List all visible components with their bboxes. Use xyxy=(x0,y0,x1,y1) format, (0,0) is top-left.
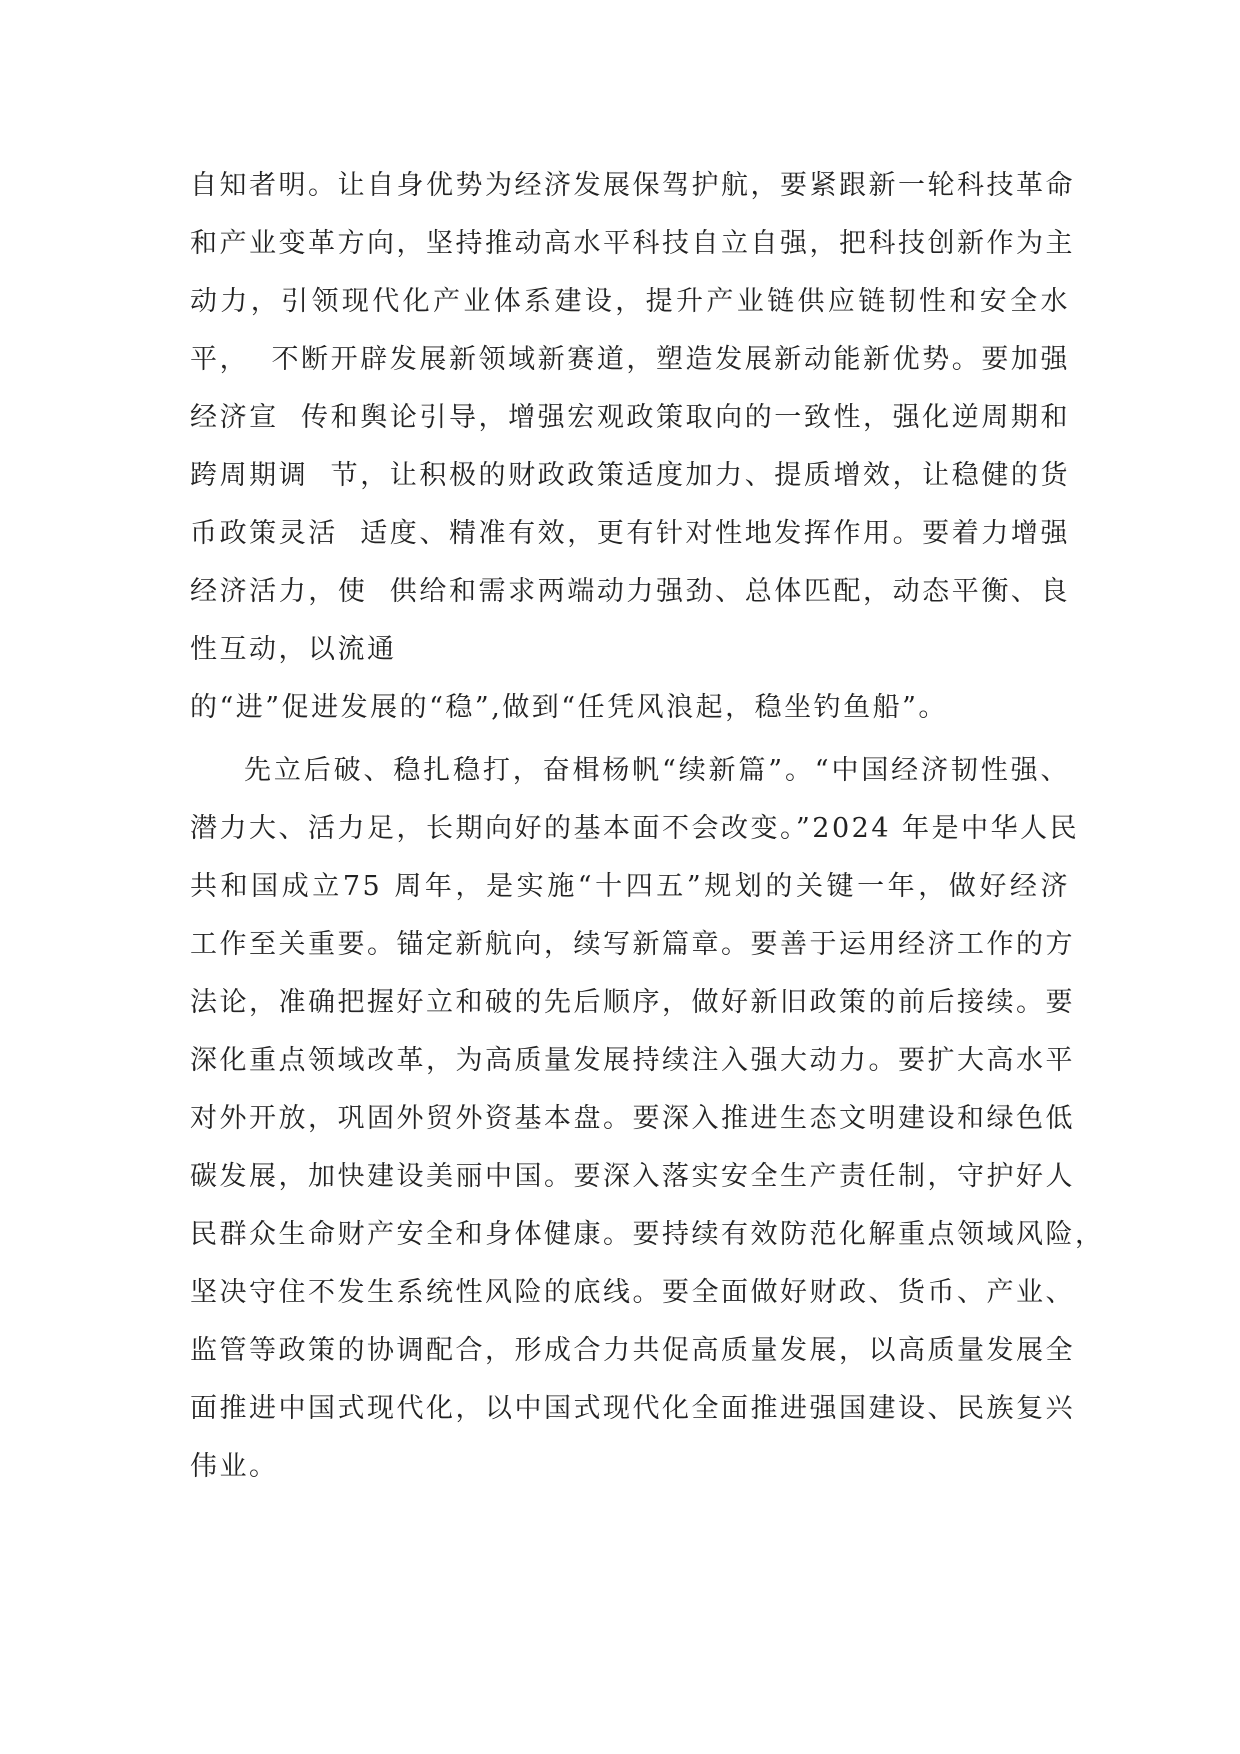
paragraph-line: 币政策灵活 适度、精准有效，更有针对性地发挥作用。要着力增强 xyxy=(190,518,1070,549)
paragraph-line: 经济活力，使 供给和需求两端动力强劲、总体匹配，动态平衡、良 xyxy=(190,576,1070,607)
paragraph-line: 平， 不断开辟发展新领域新赛道，塑造发展新动能新优势。要加强 xyxy=(190,344,1070,375)
paragraph-line: 动力，引领现代化产业体系建设，提升产业链供应链韧性和安全水 xyxy=(190,286,1070,317)
paragraph-line: 面推进中国式现代化，以中国式现代化全面推进强国建设、民族复兴 xyxy=(190,1393,1075,1424)
paragraph-line: 先立后破、稳扎稳打，奋楫杨帆“续新篇”。“中国经济韧性强、 xyxy=(244,755,1070,786)
paragraph-line: 法论，准确把握好立和破的先后顺序，做好新旧政策的前后接续。要 xyxy=(190,987,1075,1018)
paragraph-line: 深化重点领域改革，为高质量发展持续注入强大动力。要扩大高水平 xyxy=(190,1045,1075,1076)
paragraph-line: 坚决守住不发生系统性风险的底线。要全面做好财政、货币、产业、 xyxy=(190,1277,1075,1308)
paragraph-line: 潜力大、活力足，长期向好的基本面不会改变。”2024 年是中华人民 xyxy=(190,813,1080,844)
paragraph-line: 伟业。 xyxy=(190,1451,279,1482)
paragraph-line: 对外开放，巩固外贸外资基本盘。要深入推进生态文明建设和绿色低 xyxy=(190,1103,1075,1134)
paragraph-line: 跨周期调 节，让积极的财政政策适度加力、提质增效，让稳健的货 xyxy=(190,460,1070,491)
paragraph-1 xyxy=(190,157,1075,737)
paragraph-line: 工作至关重要。锚定新航向，续写新篇章。要善于运用经济工作的方 xyxy=(190,929,1075,960)
paragraph-2 xyxy=(190,742,1105,1496)
paragraph-line: 共和国成立75 周年，是实施“十四五”规划的关键一年，做好经济 xyxy=(190,871,1070,902)
paragraph-line: 经济宣 传和舆论引导，增强宏观政策取向的一致性，强化逆周期和 xyxy=(190,402,1070,433)
paragraph-line: 民群众生命财产安全和身体健康。要持续有效防范化解重点领域风险， xyxy=(190,1219,1105,1250)
paragraph-line: 碳发展，加快建设美丽中国。要深入落实安全生产责任制，守护好人 xyxy=(190,1161,1075,1192)
paragraph-line: 监管等政策的协调配合，形成合力共促高质量发展，以高质量发展全 xyxy=(190,1335,1075,1366)
paragraph-line: 和产业变革方向，坚持推动高水平科技自立自强，把科技创新作为主 xyxy=(190,228,1075,259)
paragraph-line: 自知者明。让自身优势为经济发展保驾护航，要紧跟新一轮科技革命 xyxy=(190,170,1075,201)
paragraph-line: 的“进”促进发展的“稳”,做到“任凭风浪起，稳坐钓鱼船”。 xyxy=(190,692,948,723)
paragraph-line: 性互动，以流通 xyxy=(190,634,397,665)
